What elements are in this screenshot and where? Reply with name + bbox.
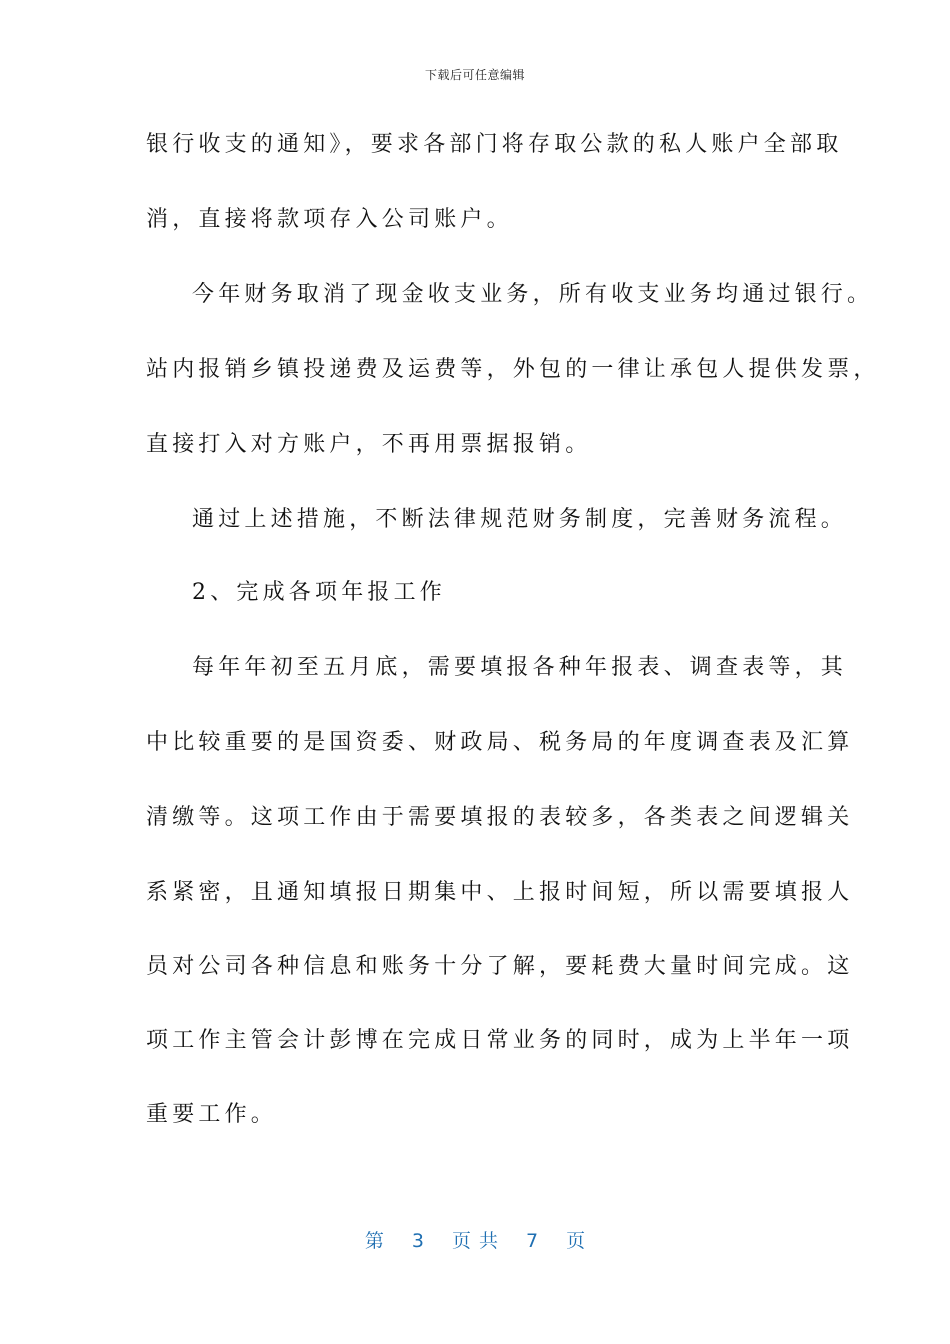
paragraph-line: 每年年初至五月底，需要填报各种年报表、调查表等，其	[192, 655, 848, 680]
paragraph-line: 员对公司各种信息和账务十分了解，要耗费大量时间完成。这	[146, 954, 854, 979]
paragraph-line: 系紧密，且通知填报日期集中、上报时间短，所以需要填报人	[146, 880, 854, 905]
paragraph-line: 项工作主管会计彭博在完成日常业务的同时，成为上半年一项	[146, 1028, 854, 1053]
paragraph-line: 清缴等。这项工作由于需要填报的表较多，各类表之间逻辑关	[146, 805, 854, 830]
section-heading: 2、完成各项年报工作	[192, 580, 446, 605]
paragraph-line: 重要工作。	[146, 1102, 278, 1127]
page-label-prefix: 第	[364, 1230, 384, 1252]
paragraph-line: 站内报销乡镇投递费及运费等，外包的一律让承包人提供发票，	[146, 357, 880, 382]
page-header: 下载后可任意编辑	[424, 68, 525, 82]
paragraph-line: 消，直接将款项存入公司账户。	[146, 207, 513, 232]
paragraph-line: 中比较重要的是国资委、财政局、税务局的年度调查表及汇算	[146, 730, 854, 755]
page-number-footer	[0, 1226, 950, 1253]
paragraph-line: 直接打入对方账户，不再用票据报销。	[146, 432, 592, 457]
page-label-suffix: 页	[566, 1230, 586, 1252]
paragraph-line: 通过上述措施，不断法律规范财务制度，完善财务流程。	[192, 507, 848, 532]
current-page-number: 3	[411, 1230, 424, 1252]
total-pages-number: 7	[526, 1230, 539, 1252]
page-label-mid: 页共	[451, 1230, 506, 1252]
paragraph-line: 今年财务取消了现金收支业务，所有收支业务均通过银行。	[192, 282, 874, 307]
paragraph-line: 银行收支的通知》，要求各部门将存取公款的私人账户全部取	[146, 132, 843, 157]
